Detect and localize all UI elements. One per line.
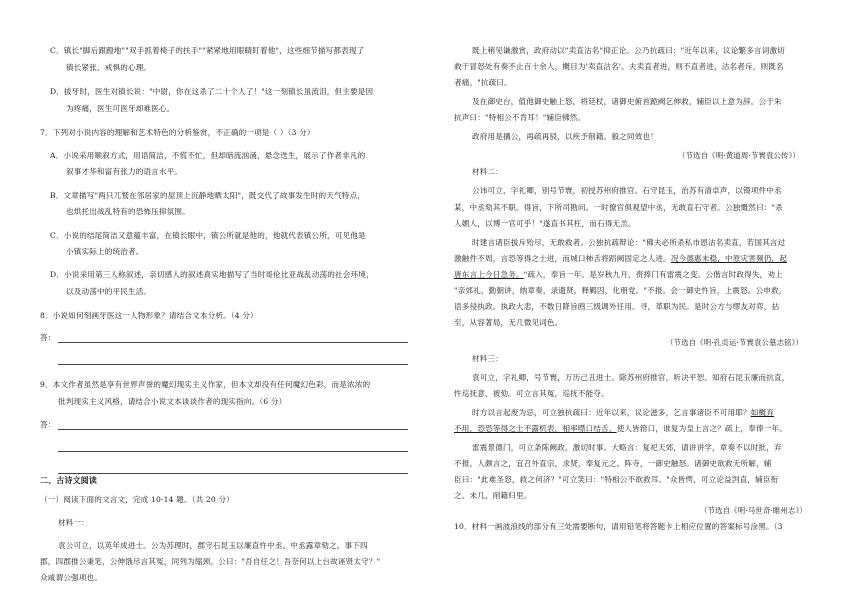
material-2-line1: 公讳可立，字礼卿，别号节寰，初授苏州府推官。石守昆玉，治苏有清卓声，以镊项件中丞 (472, 186, 782, 195)
q9-answer-line-2[interactable] (58, 451, 408, 452)
question-10: 10．材料一画波浪线的部分有三处需要断句，请用铅笔将答题卡上相应位置的答案标号涂黑。（3 (454, 522, 783, 531)
material-2-line2: 某，中丞劾其不职。得旨，下所司勘问。一时僚官俱观望中丞，无敢直石守者。公独慨然曰："杀 (454, 203, 783, 212)
q7-option-a-line2: 叙事才华和富有张力的语言水平。 (66, 167, 183, 176)
q6-option-d-line1: D．拔牙时，医生对镇长说："中尉，你在这杀了二十个人了！"这一刻镇长虽流泪，但主要是因 (50, 87, 374, 96)
material-2-line5: 激触件不周，言恐等得之士进，而城口柿舌将蹈阙固定之人进。况今德惠未稳，中原灾害频仍，起 (454, 254, 787, 263)
material-3-line7: 臣曰："此难圣怒，救之何济？"可立笑曰："特相公不欲救耳。"众皆愕，可立论益剀直，辅臣衔 (454, 475, 779, 484)
material-1-line2: 郡，四郡推公秉笔，公伸饿尽言其冤，同列为缩颈。公曰："吾自任之！吾奈何以上台故诬贤太守？" (40, 557, 381, 566)
q6-option-c-line1: C．镇长"脚后跟蹬地""双手抓着椅子的扶手""紧紧地用眼睛盯着他"，这些细节描写都表现了 (50, 46, 365, 55)
material-2-wavy-2: 唐东言上今日急务。 (454, 270, 524, 279)
material-3-source: （节选自《明·马世奇·睢州志》） (700, 506, 807, 515)
material-2-line8: 语多侵执政。执政大恚，不数日降旨鸥三级调外任用。寻，革职为民。是时公方与缪友对弈，拈 (454, 302, 780, 311)
material-3-line2: 忤巡抚意，被劾。可立言其冤，巡抚不能夺。 (454, 389, 609, 398)
q9-answer-line-3[interactable] (58, 473, 408, 474)
material-1-cont-line5: 抗声曰："特相公不肯耳！"辅臣怫然。 (454, 113, 586, 122)
section-2-heading: 二、古诗文阅读 (40, 475, 98, 485)
material-3-line3: 时方以言起废为忌，可立独抗疏曰：近年以来，议论滋多，乞言事诸臣不可用耶？如概弃 (472, 408, 775, 417)
q7-option-a-line1: A．小说采用顺叙方式，用语简洁，不慌不忙，但却暗流汹涌，悬念迭生，展示了作者非凡的 (50, 151, 366, 160)
material-1-cont-line6: 政府用是搆公，再疏再驳，以疾予削籍。毅之同效也！ (472, 132, 658, 141)
q9-answer-line-1[interactable] (58, 429, 408, 430)
material-3-line1: 袁可立，字礼卿，号节寰，万历己丑进士。除苏州府推官，听决平恕。知府石昆玉廉而抗直， (472, 373, 790, 382)
material-1-title: 材料一： (58, 518, 89, 527)
material-2-line3: 人媚人，以博一官可乎！"遂直书其枉，而石得无羔。 (454, 219, 636, 228)
material-1-cont-line4: 及在御史台，值他御史触上怒，将廷杖，诸御史俯首跪阙乞伸救，辅臣以上意为辞。公于朱 (472, 97, 782, 106)
question-7: 7．下列对小说内容的理解和艺术特色的分析鉴赏，不正确的一项是（ ）（3 分） (40, 128, 315, 137)
material-1-line3: 众咸谓公强项也。 (40, 573, 102, 582)
q7-option-c-line1: C．小说的结尾简洁又意蕴丰富，在镇长眼中，镇公所就是他的，他就代表镇公所，可见他是 (50, 231, 366, 240)
material-1-source: （节选自《明·黄道周·节寰袁公传》） (678, 151, 800, 160)
material-2-source: （节选自《明·孔贞运·节寰袁公墓志铭》） (666, 338, 804, 347)
material-2-title: 材料二： (472, 167, 503, 176)
q7-option-d-line2: 以及动荡中的平民生活。 (66, 287, 152, 296)
material-3-title: 材料三： (472, 354, 503, 363)
material-1-line1: 袁公可立，以英年成进士。公为苏理时，郡守石昆玉以廉直忤中丞。中丞露章劾之。事下四 (58, 541, 368, 550)
material-3-wavy-1: 如概弃 (750, 408, 775, 417)
material-3-line6: 不报。人颇言之，宜召外直宗，求贤，奉复元之。阵寺，一御史触怒。诸御史欲救无所解，辅 (454, 459, 772, 468)
q8-answer-line-1[interactable] (58, 342, 408, 343)
q6-option-c-line2: 镇长紧张、戒惧的心理。 (66, 63, 152, 72)
q7-option-c-line2: 小镇实际上的统治者。 (66, 247, 144, 256)
q7-option-b-line2: 也烘托出战乱特有的恐怖压抑氛围。 (66, 207, 190, 216)
question-8: 8．小说如何刻画牙医这一人物形象？请结合文本分析。（4 分） (40, 311, 258, 320)
q9-answer-label: 答： (40, 420, 56, 429)
material-1-cont-line3: 者痛。"抗疏曰。 (454, 78, 512, 87)
q8-answer-label: 答： (40, 333, 56, 342)
material-3-line5: 雷震景德门，可立条陈阙政，激切时事。大略言：复祀天郊，请讲讲学，章奏不以时批，弃 (472, 443, 782, 452)
question-9-line2: 批判现实主义风格，请结合小说文本谈谈作者的现实指向。（6 分） (58, 397, 287, 406)
q7-option-d-line1: D．小说采用第三人称叙述，亲切感人的叙述真实地描写了当时哥伦比亚战乱动荡的社会环境， (50, 270, 374, 279)
q7-option-b-line1: B．文章描写"两只兀鹫在邻居家的屋顶上沉静地晒太阳"，既交代了故事发生时的天气特点， (50, 191, 366, 200)
material-1-cont-line2: 救干冒怒处有奏不止百十余人，概目为'卖直沽名'。夫卖直者进，则不直者进，沽名者斥，则既名 (454, 62, 784, 71)
material-2-line4: 时建言诸臣拔斥殆尽，无敢救者。公独抗疏辩论："佛夫必所杀私市恩沽名卖直，若国其言过 (472, 238, 786, 247)
question-9-line1: 9．本文作者虽然是享有世界声誉的魔幻现实主义作家，但本文却没有任何魔幻色彩，而是浓浓的 (40, 380, 371, 389)
material-2-line7: "亲郊礼，勤朝讲，纳章奏，录遗贤，释羁囚，化朋党。"不报。会一御史忤旨，上震怒。公申救， (454, 286, 787, 295)
material-2-line6: 唐东言上今日急务。"疏入，奉旨一年。是岁秋九月，赍捧门有雷震之变。公偕言时政得失，劝上 (454, 270, 783, 279)
q8-answer-line-2[interactable] (58, 364, 408, 365)
material-2-wavy-1: 况今德惠未稳，中原灾害频仍，起 (670, 254, 787, 263)
material-3-line8: 之。未几，削籍归里。 (454, 491, 532, 500)
material-3-wavy-2: 不用，恐恐等得之士不露机表，相率噤口结舌。 (454, 424, 617, 433)
material-1-cont-line1: 既上稍见谦激赏，政府动以"卖直沽名"抑正论。公乃抗疏曰："近年以来，议论繁多言词激切 (472, 46, 785, 55)
material-2-line9: 至，从容著局，无几微见词色。 (454, 318, 563, 327)
subsection-1-instructions: （一）阅读下面的文言文，完成 10-14 题。（共 20 分） (40, 495, 234, 504)
material-3-line4: 不用，恐恐等得之士不露机表，相率噤口结舌。使人皆箝口，谁复为皇上言之？疏上，奉俸一年。 (454, 424, 787, 433)
q6-option-d-line2: 为疼痛，医生可医牙却难医心。 (66, 104, 175, 113)
